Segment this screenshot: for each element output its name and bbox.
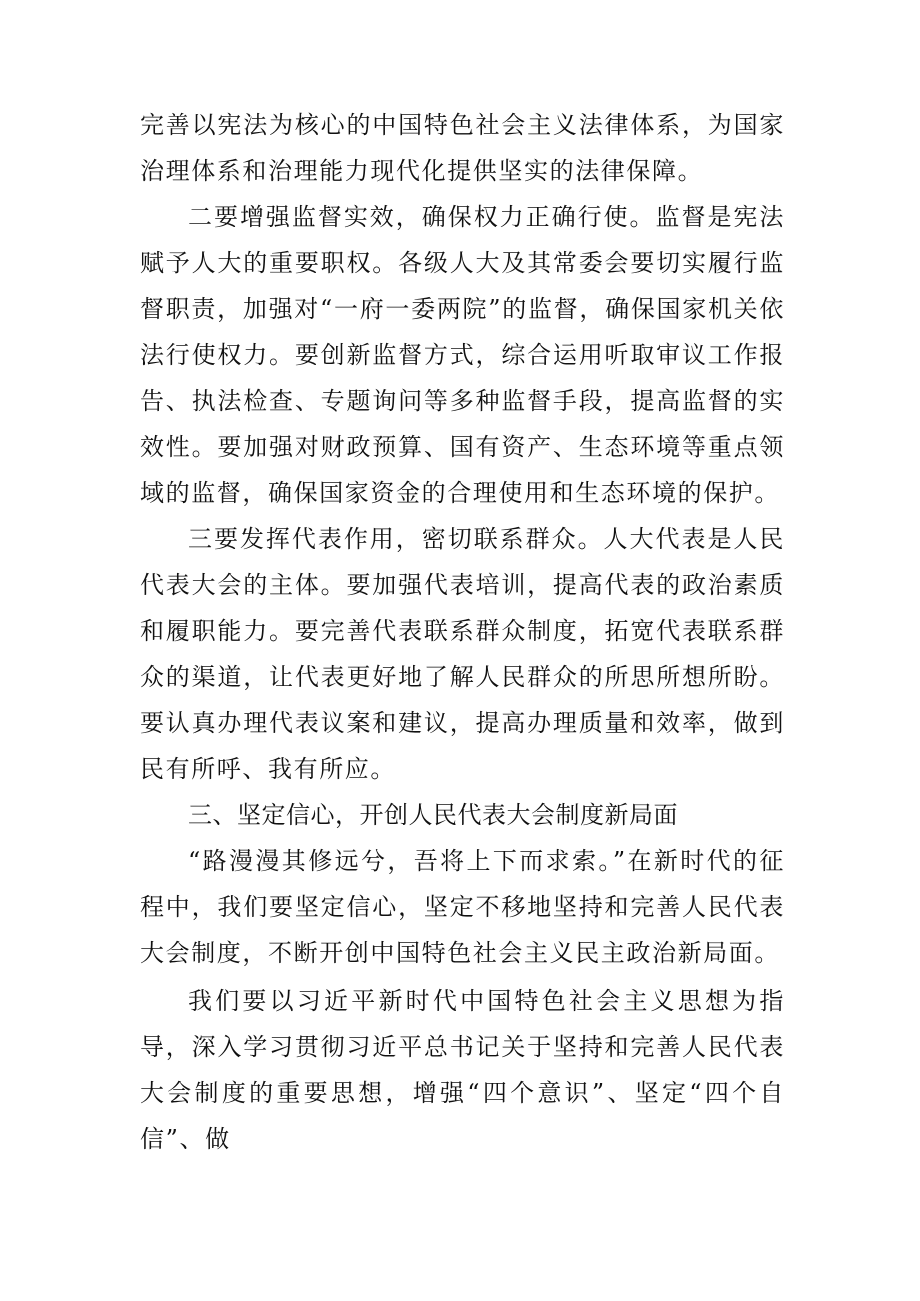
section-heading: 三、坚定信心，开创人民代表大会制度新局面 bbox=[188, 801, 678, 829]
paragraph-quote: “路漫漫其修远兮，吾将上下而求索。”在新时代的征程中，我们要坚定信心，坚定不移地坚持和完善人民代表大会制度，不断开创中国特色社会主义民主政治新局面。 bbox=[140, 847, 785, 967]
paragraph-supervision: 二要增强监督实效，确保权力正确行使。监督是宪法赋予人大的重要职权。各级人大及其常委会要切实履行监督职责，加强对“一府一委两院”的监督，确保国家机关依法行使权力。要创新监督方式，综合运用听取审议工作报告、执法检查、专题询问等多种监督手段，提高监督的实效性。要加强对财政预算、国有资产、生态环境等重点领域的监督，确保国家资金的合理使用和生态环境的保护。 bbox=[140, 203, 785, 507]
paragraph-deputies: 三要发挥代表作用，密切联系群众。人大代表是人民代表大会的主体。要加强代表培训，提高代表的政治素质和履职能力。要完善代表联系群众制度，拓宽代表联系群众的渠道，让代表更好地了解人民群众的所思所想所盼。要认真办理代表议案和建议，提高办理质量和效率，做到民有所呼、我有所应。 bbox=[140, 525, 785, 783]
paragraph-guidance: 我们要以习近平新时代中国特色社会主义思想为指导，深入学习贯彻习近平总书记关于坚持和完善人民代表大会制度的重要思想，增强“四个意识”、坚定“四个自信”、做 bbox=[140, 987, 785, 1153]
paragraph-continuation: 完善以宪法为核心的中国特色社会主义法律体系，为国家治理体系和治理能力现代化提供坚实的法律保障。 bbox=[140, 111, 785, 185]
document-body bbox=[140, 102, 785, 1162]
